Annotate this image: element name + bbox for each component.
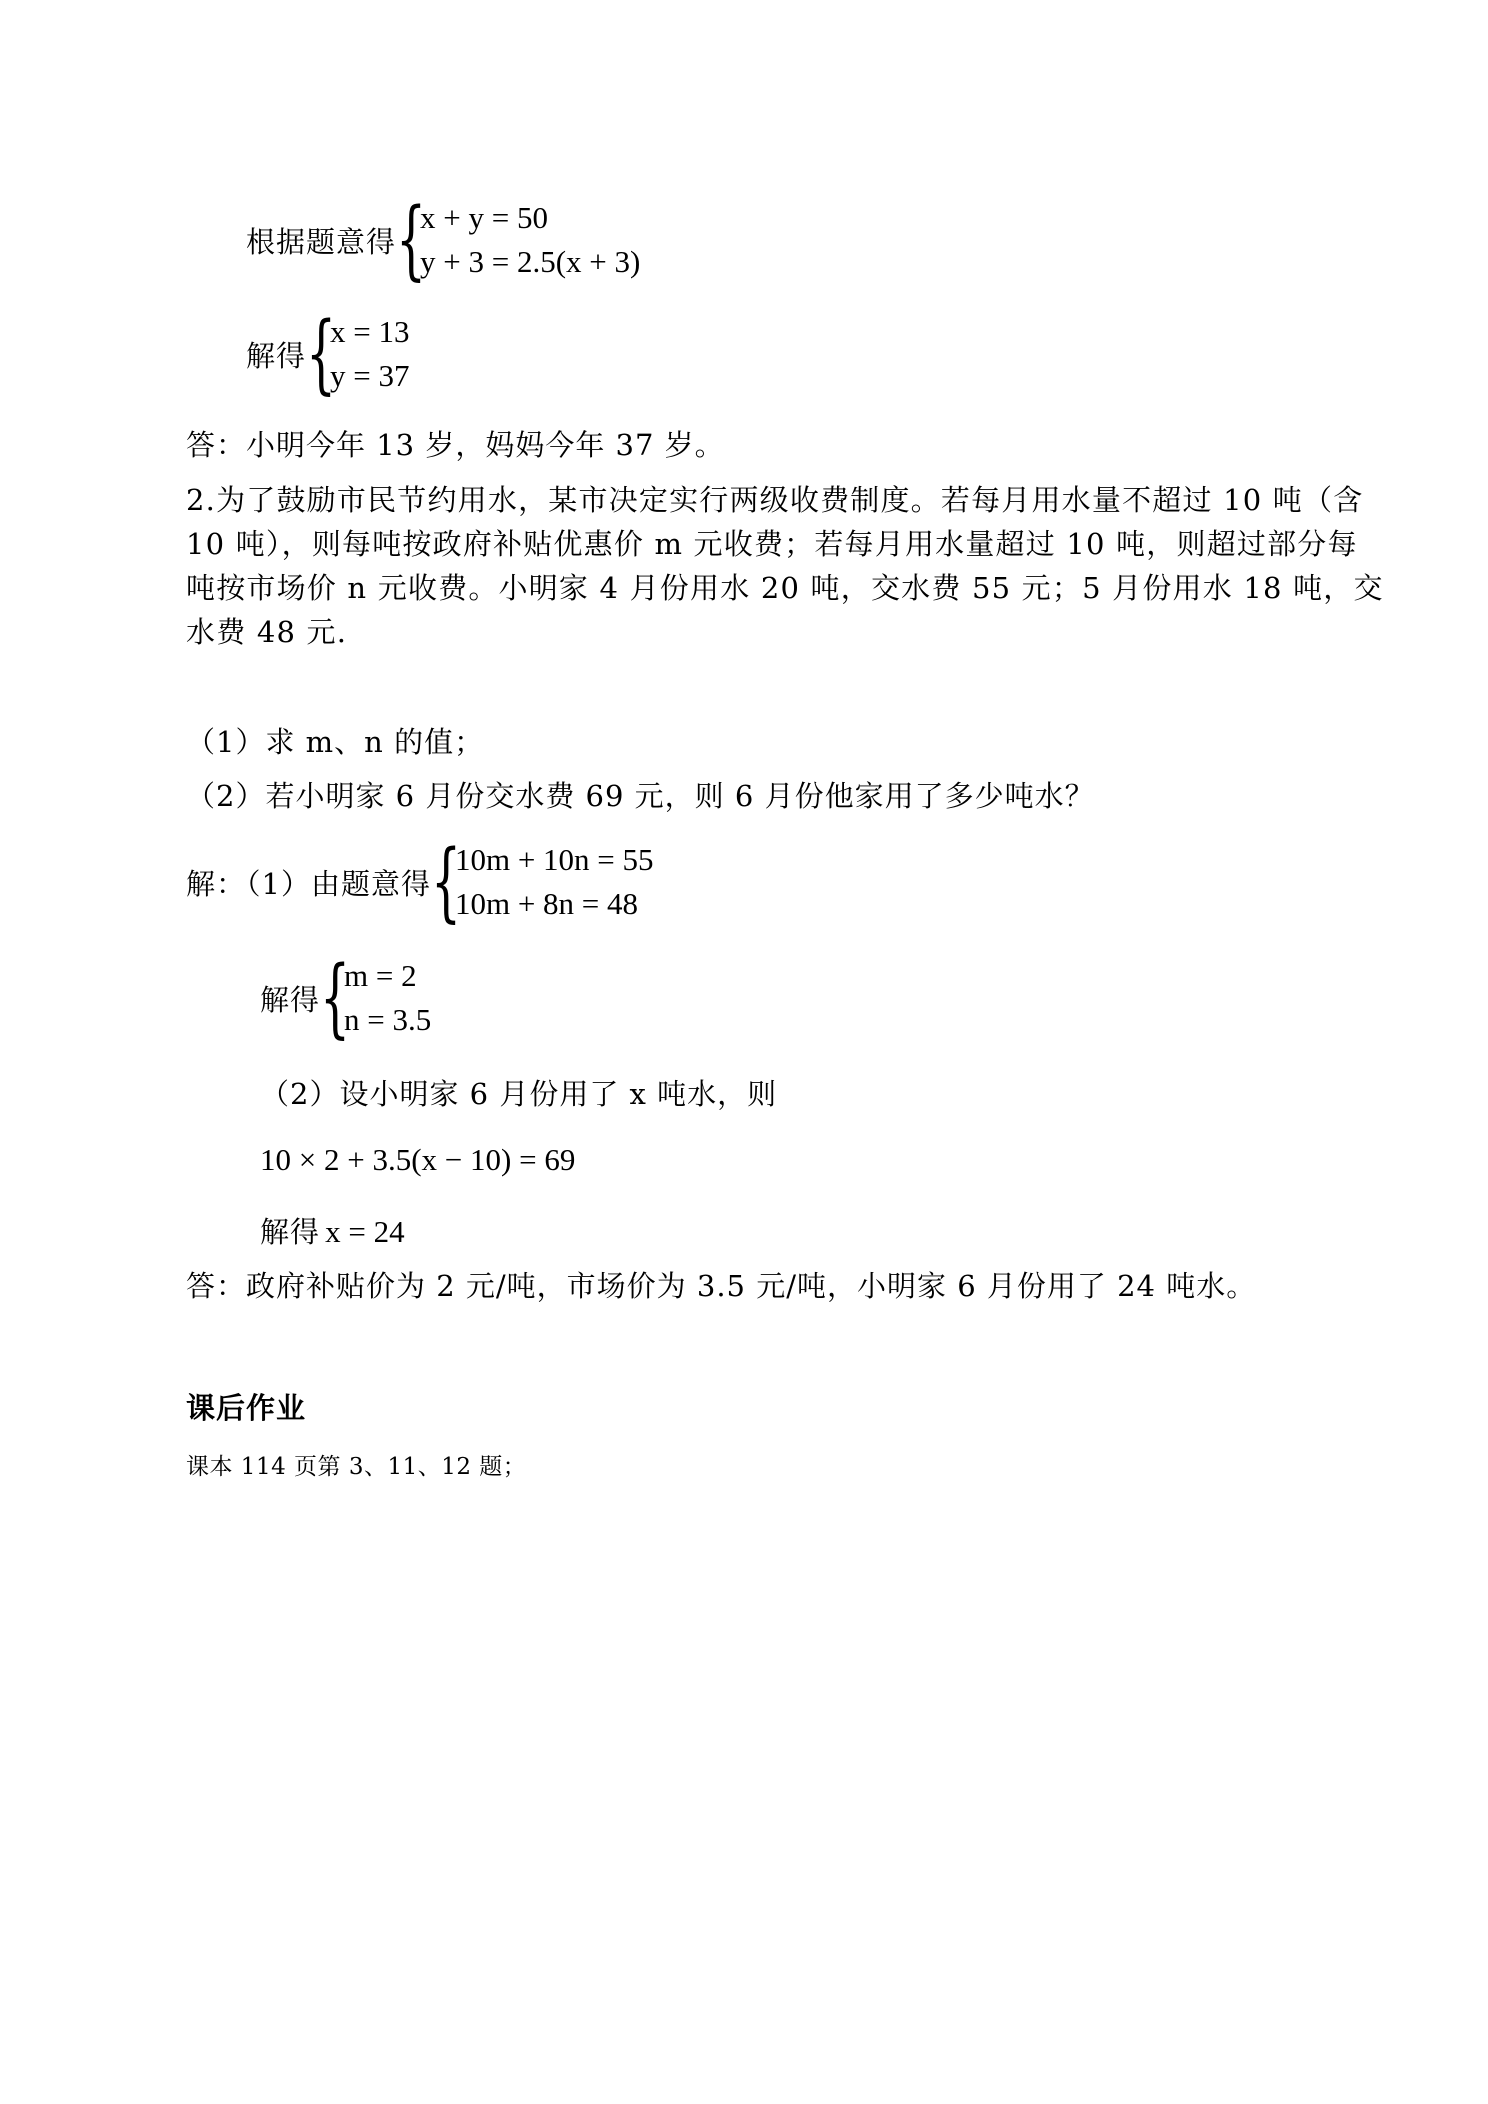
solution-label: 解得 [260, 982, 321, 1017]
problem2-question-1: （1）求 m、n 的值； [186, 725, 485, 759]
problem2-line: 吨按市场价 n 元收费。小明家 4 月份用水 20 吨，交水费 55 元；5 月份用水 18 吨，交 [186, 571, 1384, 605]
system-label: 解：（1）由题意得 [186, 866, 431, 901]
problem2-line: 水费 48 元. [186, 615, 348, 649]
equation-1: x + y = 50 [420, 200, 548, 235]
solution-n: n = 3.5 [344, 1002, 432, 1037]
problem2-statement [186, 478, 1384, 654]
part2-equation: 10 × 2 + 3.5(x − 10) = 69 [260, 1142, 576, 1177]
left-brace: { [306, 304, 337, 404]
solve-label: 解得 [260, 1215, 321, 1249]
problem2-question-2: （2）若小明家 6 月份交水费 69 元，则 6 月份他家用了多少吨水？ [186, 779, 1095, 813]
homework-heading: 课后作业 [186, 1391, 307, 1425]
part2-solve [260, 1210, 405, 1251]
problem1-answer: 答：小明今年 13 岁，妈妈今年 37 岁。 [186, 428, 725, 462]
equation-1: 10m + 10n = 55 [454, 842, 654, 877]
problem1-system [246, 190, 641, 290]
solution-m: m = 2 [344, 958, 417, 993]
solve-equation: x = 24 [325, 1214, 405, 1249]
left-brace: { [320, 948, 351, 1048]
homework-text: 课本 114 页第 3、11、12 题； [186, 1454, 527, 1480]
solution-label: 解得 [246, 338, 307, 373]
left-brace: { [430, 832, 462, 932]
solution-x: x = 13 [330, 314, 410, 349]
equation-2: 10m + 8n = 48 [454, 886, 639, 921]
equation-2: y + 3 = 2.5(x + 3) [420, 244, 641, 279]
problem2-line: 2.为了鼓励市民节约用水，某市决定实行两级收费制度。若每月用水量不超过 10 吨（含 [186, 483, 1364, 517]
system-label: 根据题意得 [246, 224, 397, 259]
problem2-system [186, 832, 654, 932]
problem2-solution [260, 948, 432, 1048]
problem2-line: 10 吨），则每吨按政府补贴优惠价 m 元收费；若每月用水量超过 10 吨，则超过部分每 [186, 527, 1358, 561]
left-brace: { [396, 190, 427, 290]
problem2-answer: 答：政府补贴价为 2 元/吨，市场价为 3.5 元/吨，小明家 6 月份用了 24 吨水。 [186, 1269, 1257, 1303]
part2-setup: （2）设小明家 6 月份用了 x 吨水，则 [260, 1077, 778, 1111]
problem1-solution [246, 304, 410, 404]
solution-y: y = 37 [330, 358, 410, 393]
